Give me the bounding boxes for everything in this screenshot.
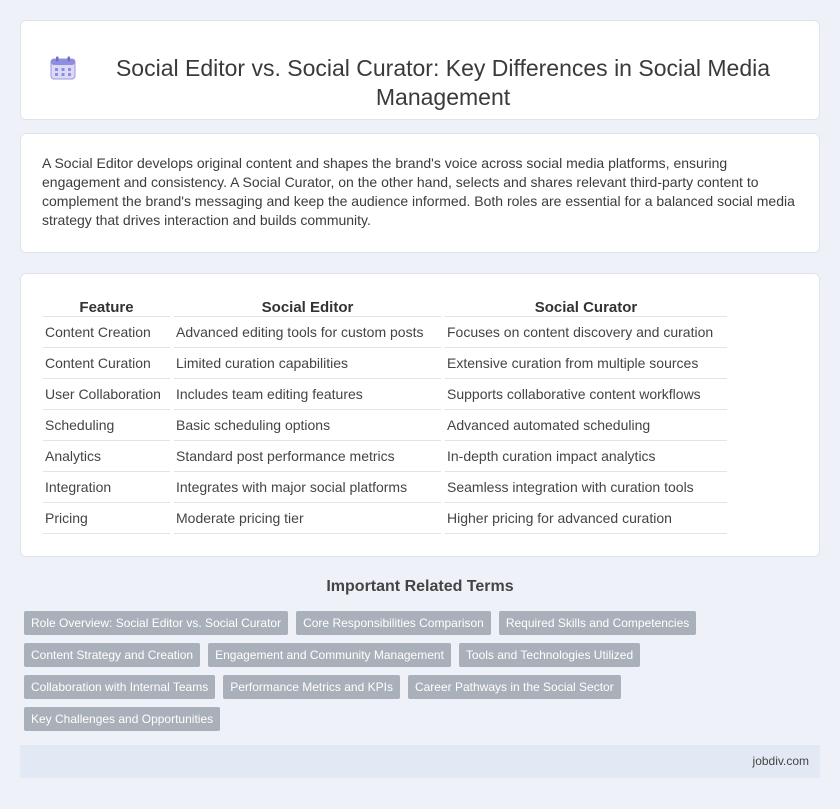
related-term-tag[interactable]: Role Overview: Social Editor vs. Social Curator — [24, 611, 288, 635]
table-row — [43, 410, 727, 441]
related-term-tag[interactable]: Required Skills and Competencies — [499, 611, 696, 635]
table-cell: Scheduling — [43, 410, 170, 441]
footer — [20, 745, 820, 778]
table-cell: Limited curation capabilities — [174, 348, 441, 379]
table-cell: User Collaboration — [43, 379, 170, 410]
table-cell: Includes team editing features — [174, 379, 441, 410]
table-cell: Advanced editing tools for custom posts — [174, 317, 441, 348]
table-row — [43, 441, 727, 472]
table-cell: Supports collaborative content workflows — [445, 379, 727, 410]
table-cell: Focuses on content discovery and curation — [445, 317, 727, 348]
related-term-tag[interactable]: Content Strategy and Creation — [24, 643, 200, 667]
table-cell: Content Creation — [43, 317, 170, 348]
table-cell: Pricing — [43, 503, 170, 534]
intro-card — [20, 133, 820, 253]
table-row — [43, 348, 727, 379]
table-cell: Analytics — [43, 441, 170, 472]
table-row — [43, 503, 727, 534]
intro-paragraph: A Social Editor develops original content and shapes the brand's voice across social media platforms, ensuring engagement and consistency. A Social Curator, on the other hand, selects and shares relevant third-party content to complement the brand's messaging and keep the audience informed. Both roles are essential for a balanced social media strategy that drives interaction and builds community. — [42, 155, 795, 228]
table-row — [43, 472, 727, 503]
table-row — [43, 317, 727, 348]
table-cell: Basic scheduling options — [174, 410, 441, 441]
related-terms-title: Important Related Terms — [326, 578, 514, 595]
related-term-tag[interactable]: Engagement and Community Management — [208, 643, 451, 667]
related-terms-list — [24, 611, 724, 731]
related-term-tag[interactable]: Performance Metrics and KPIs — [223, 675, 400, 699]
header-feature: Feature — [43, 295, 170, 317]
table-cell: Integrates with major social platforms — [174, 472, 441, 503]
table-cell: Standard post performance metrics — [174, 441, 441, 472]
comparison-table — [39, 295, 731, 534]
table-cell: Moderate pricing tier — [174, 503, 441, 534]
related-term-tag[interactable]: Tools and Technologies Utilized — [459, 643, 640, 667]
table-cell: Seamless integration with curation tools — [445, 472, 727, 503]
table-header-row — [43, 295, 727, 317]
header-social-curator: Social Curator — [445, 295, 727, 317]
related-term-tag[interactable]: Collaboration with Internal Teams — [24, 675, 215, 699]
footer-site-link[interactable]: jobdiv.com — [752, 754, 809, 768]
comparison-table-card — [20, 273, 820, 557]
page-title: Social Editor vs. Social Curator: Key Differences in Social Media Management — [115, 55, 771, 110]
table-cell: Extensive curation from multiple sources — [445, 348, 727, 379]
table-cell: In-depth curation impact analytics — [445, 441, 727, 472]
table-cell: Integration — [43, 472, 170, 503]
calendar-icon — [50, 56, 76, 80]
table-row — [43, 379, 727, 410]
title-wrap — [50, 28, 790, 112]
related-term-tag[interactable]: Core Responsibilities Comparison — [296, 611, 491, 635]
table-cell: Advanced automated scheduling — [445, 410, 727, 441]
related-term-tag[interactable]: Career Pathways in the Social Sector — [408, 675, 621, 699]
header-social-editor: Social Editor — [174, 295, 441, 317]
related-term-tag[interactable]: Key Challenges and Opportunities — [24, 707, 220, 731]
header-card — [20, 20, 820, 120]
table-cell: Higher pricing for advanced curation — [445, 503, 727, 534]
table-cell: Content Curation — [43, 348, 170, 379]
